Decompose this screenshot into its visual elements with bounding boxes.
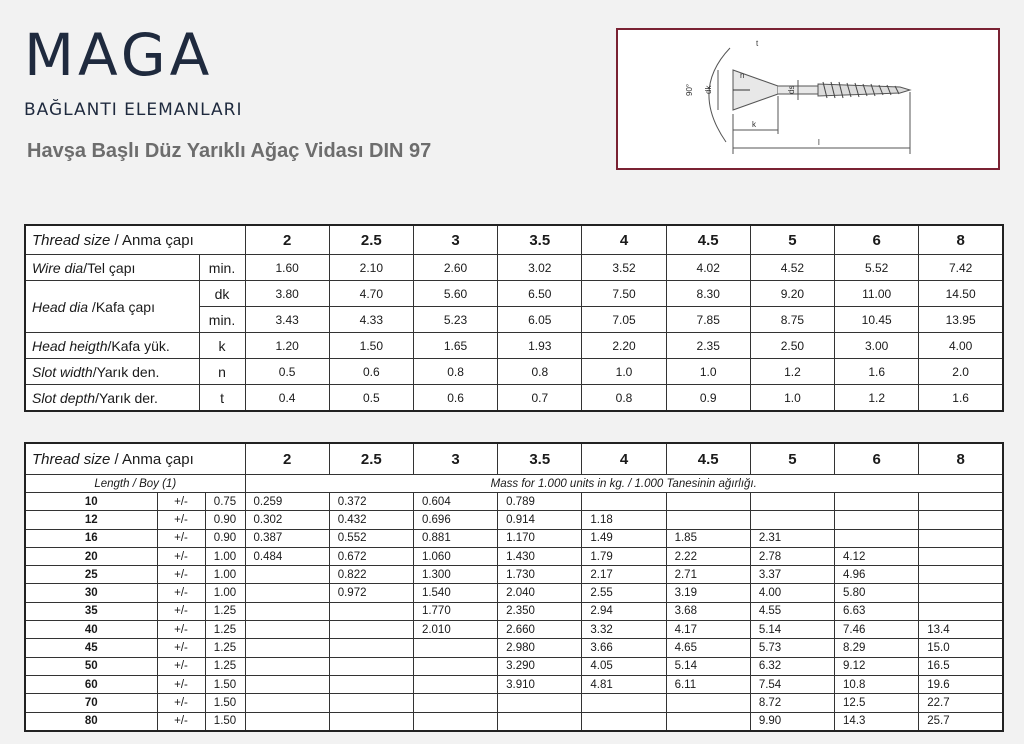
value-cell: 10.45 <box>835 307 919 333</box>
thread-size-label-tr: / Anma çapı <box>110 231 194 249</box>
dimensions-table <box>24 224 1004 412</box>
angle-label: 90° <box>685 83 694 96</box>
plus-minus-cell: +/- <box>157 621 205 639</box>
tolerance-cell: 1.25 <box>205 621 245 639</box>
tolerance-cell: 1.25 <box>205 657 245 675</box>
mass-cell <box>919 529 1003 547</box>
mass-cell <box>413 657 497 675</box>
row-label <box>25 333 199 359</box>
row-label-en: Wire dia <box>32 259 84 276</box>
mass-cell: 1.730 <box>498 566 582 584</box>
size-header: 6 <box>835 443 919 475</box>
screw-diagram <box>616 28 1000 170</box>
mass-cell: 7.46 <box>835 621 919 639</box>
mass-cell <box>582 694 666 712</box>
value-cell: 7.50 <box>582 281 666 307</box>
row-symbol: k <box>199 333 245 359</box>
value-cell: 14.50 <box>919 281 1003 307</box>
length-cell: 60 <box>25 675 157 693</box>
value-cell: 0.4 <box>245 385 329 412</box>
row-symbol: t <box>199 385 245 412</box>
size-header: 8 <box>919 443 1003 475</box>
table-row <box>25 602 1003 620</box>
mass-cell: 7.54 <box>750 675 834 693</box>
row-symbol: dk <box>199 281 245 307</box>
mass-cell: 0.552 <box>329 529 413 547</box>
mass-cell <box>329 712 413 731</box>
table-row <box>25 333 1003 359</box>
mass-cell <box>329 621 413 639</box>
thread-size-header <box>25 443 245 475</box>
row-label-en: Slot width <box>32 363 93 380</box>
mass-cell: 4.05 <box>582 657 666 675</box>
mass-cell: 5.80 <box>835 584 919 602</box>
mass-cell: 3.32 <box>582 621 666 639</box>
mass-cell <box>666 694 750 712</box>
thread-size-label-en: Thread size <box>32 450 111 468</box>
mass-cell <box>750 511 834 529</box>
table-row <box>25 584 1003 602</box>
angle-arc <box>709 48 730 142</box>
mass-cell: 19.6 <box>919 675 1003 693</box>
value-cell: 8.75 <box>750 307 834 333</box>
tolerance-cell: 1.50 <box>205 675 245 693</box>
mass-cell: 1.300 <box>413 566 497 584</box>
size-header: 8 <box>919 225 1003 255</box>
value-cell: 9.20 <box>750 281 834 307</box>
table-row <box>25 529 1003 547</box>
mass-cell: 10.8 <box>835 675 919 693</box>
mass-cell <box>919 511 1003 529</box>
row-label-tr: /Tel çapı <box>83 259 136 276</box>
mass-cell: 2.17 <box>582 566 666 584</box>
mass-cell: 1.49 <box>582 529 666 547</box>
mass-cell <box>329 657 413 675</box>
mass-cell: 0.259 <box>245 493 329 511</box>
mass-cell <box>245 657 329 675</box>
mass-cell: 8.29 <box>835 639 919 657</box>
value-cell: 7.85 <box>666 307 750 333</box>
mass-cell <box>413 639 497 657</box>
length-header: Length / Boy (1) <box>25 475 245 493</box>
size-header: 2 <box>245 443 329 475</box>
value-cell: 1.6 <box>919 385 1003 412</box>
row-label <box>25 359 199 385</box>
length-cell: 40 <box>25 621 157 639</box>
brand-logo: MAGA <box>24 21 214 89</box>
mass-cell <box>329 694 413 712</box>
table-row <box>25 566 1003 584</box>
mass-cell: 0.914 <box>498 511 582 529</box>
mass-cell: 3.910 <box>498 675 582 693</box>
size-header: 3 <box>413 225 497 255</box>
dk-label: dk <box>704 85 713 94</box>
row-symbol: min. <box>199 255 245 281</box>
row-label <box>25 385 199 412</box>
mass-cell: 5.14 <box>666 657 750 675</box>
tolerance-cell: 0.75 <box>205 493 245 511</box>
table-row <box>25 639 1003 657</box>
row-label-tr: /Kafa çapı <box>88 298 155 315</box>
table-row <box>25 694 1003 712</box>
mass-cell: 1.79 <box>582 547 666 565</box>
tolerance-cell: 1.50 <box>205 694 245 712</box>
mass-cell <box>582 493 666 511</box>
mass-cell: 3.68 <box>666 602 750 620</box>
page-title: Havşa Başlı Düz Yarıklı Ağaç Vidası DIN 97 <box>27 140 432 162</box>
value-cell: 4.00 <box>919 333 1003 359</box>
value-cell: 0.8 <box>582 385 666 412</box>
mass-cell: 1.170 <box>498 529 582 547</box>
tolerance-cell: 0.90 <box>205 529 245 547</box>
mass-cell: 9.90 <box>750 712 834 731</box>
t-label: t <box>756 39 759 48</box>
mass-cell: 2.78 <box>750 547 834 565</box>
mass-cell <box>919 547 1003 565</box>
table-row <box>25 255 1003 281</box>
mass-cell <box>835 529 919 547</box>
value-cell: 0.5 <box>245 359 329 385</box>
mass-cell: 2.31 <box>750 529 834 547</box>
mass-cell: 2.660 <box>498 621 582 639</box>
value-cell: 5.23 <box>413 307 497 333</box>
mass-cell: 6.63 <box>835 602 919 620</box>
length-cell: 70 <box>25 694 157 712</box>
value-cell: 2.20 <box>582 333 666 359</box>
mass-cell: 2.71 <box>666 566 750 584</box>
value-cell: 7.42 <box>919 255 1003 281</box>
row-label-en: Slot depth <box>32 389 96 406</box>
plus-minus-cell: +/- <box>157 566 205 584</box>
mass-cell: 1.85 <box>666 529 750 547</box>
tolerance-cell: 0.90 <box>205 511 245 529</box>
mass-cell: 3.290 <box>498 657 582 675</box>
mass-cell: 3.37 <box>750 566 834 584</box>
value-cell: 2.0 <box>919 359 1003 385</box>
plus-minus-cell: +/- <box>157 529 205 547</box>
tolerance-cell: 1.25 <box>205 639 245 657</box>
mass-cell: 2.350 <box>498 602 582 620</box>
tolerance-cell: 1.25 <box>205 602 245 620</box>
value-cell: 1.60 <box>245 255 329 281</box>
mass-cell <box>919 602 1003 620</box>
mass-cell: 16.5 <box>919 657 1003 675</box>
row-label-tr: /Yarık den. <box>92 363 160 380</box>
mass-cell: 8.72 <box>750 694 834 712</box>
mass-cell: 0.484 <box>245 547 329 565</box>
length-cell: 50 <box>25 657 157 675</box>
size-header: 6 <box>835 225 919 255</box>
tolerance-cell: 1.00 <box>205 566 245 584</box>
mass-cell <box>329 639 413 657</box>
ds-label: ds <box>787 85 796 94</box>
value-cell: 0.5 <box>329 385 413 412</box>
mass-cell: 0.604 <box>413 493 497 511</box>
value-cell: 5.60 <box>413 281 497 307</box>
mass-cell: 4.81 <box>582 675 666 693</box>
row-symbol: n <box>199 359 245 385</box>
mass-cell: 4.96 <box>835 566 919 584</box>
value-cell: 6.05 <box>498 307 582 333</box>
table-row <box>25 621 1003 639</box>
mass-cell: 4.55 <box>750 602 834 620</box>
plus-minus-cell: +/- <box>157 493 205 511</box>
mass-cell: 4.12 <box>835 547 919 565</box>
k-label: k <box>752 120 756 129</box>
value-cell: 1.93 <box>498 333 582 359</box>
mass-cell: 2.22 <box>666 547 750 565</box>
length-cell: 30 <box>25 584 157 602</box>
l-label: l <box>818 138 820 147</box>
mass-cell: 1.770 <box>413 602 497 620</box>
plus-minus-cell: +/- <box>157 584 205 602</box>
value-cell: 1.50 <box>329 333 413 359</box>
mass-cell: 22.7 <box>919 694 1003 712</box>
row-label-tr: /Kafa yük. <box>107 337 170 354</box>
value-cell: 1.0 <box>666 359 750 385</box>
value-cell: 4.33 <box>329 307 413 333</box>
value-cell: 3.02 <box>498 255 582 281</box>
row-label-en: Head dia <box>32 298 89 315</box>
mass-cell: 1.430 <box>498 547 582 565</box>
table-row <box>25 547 1003 565</box>
table-row <box>25 675 1003 693</box>
value-cell: 1.2 <box>835 385 919 412</box>
value-cell: 3.43 <box>245 307 329 333</box>
mass-cell <box>835 511 919 529</box>
length-cell: 16 <box>25 529 157 547</box>
plus-minus-cell: +/- <box>157 675 205 693</box>
thread-size-header <box>25 225 245 255</box>
size-header: 5 <box>750 443 834 475</box>
screw-drawing <box>618 30 998 168</box>
mass-cell: 2.010 <box>413 621 497 639</box>
mass-cell: 0.672 <box>329 547 413 565</box>
table-header-row <box>25 225 1003 255</box>
mass-cell <box>245 712 329 731</box>
mass-cell: 3.19 <box>666 584 750 602</box>
mass-cell <box>919 493 1003 511</box>
table-header-row <box>25 443 1003 475</box>
mass-cell <box>245 639 329 657</box>
mass-cell <box>245 584 329 602</box>
mass-cell: 2.94 <box>582 602 666 620</box>
mass-cell <box>750 493 834 511</box>
value-cell: 1.2 <box>750 359 834 385</box>
size-header: 4.5 <box>666 225 750 255</box>
table-row <box>25 657 1003 675</box>
mass-cell: 0.789 <box>498 493 582 511</box>
tolerance-cell: 1.50 <box>205 712 245 731</box>
mass-cell <box>582 712 666 731</box>
value-cell: 5.52 <box>835 255 919 281</box>
mass-cell: 5.14 <box>750 621 834 639</box>
value-cell: 1.0 <box>750 385 834 412</box>
value-cell: 0.6 <box>329 359 413 385</box>
mass-cell: 0.387 <box>245 529 329 547</box>
table-subheader-row <box>25 475 1003 493</box>
mass-cell <box>666 511 750 529</box>
value-cell: 7.05 <box>582 307 666 333</box>
mass-cell <box>245 602 329 620</box>
mass-cell <box>245 566 329 584</box>
mass-cell: 0.302 <box>245 511 329 529</box>
size-header: 3.5 <box>498 225 582 255</box>
table-row <box>25 511 1003 529</box>
value-cell: 2.50 <box>750 333 834 359</box>
mass-cell <box>919 584 1003 602</box>
mass-cell <box>413 694 497 712</box>
mass-cell <box>329 602 413 620</box>
mass-cell <box>666 493 750 511</box>
mass-cell: 0.822 <box>329 566 413 584</box>
plus-minus-cell: +/- <box>157 602 205 620</box>
row-label-en: Head heigth <box>32 337 108 354</box>
thread-size-label-en: Thread size <box>32 231 111 249</box>
mass-cell: 1.18 <box>582 511 666 529</box>
mass-cell: 4.17 <box>666 621 750 639</box>
table-row <box>25 493 1003 511</box>
tolerance-cell: 1.00 <box>205 584 245 602</box>
table-row <box>25 281 1003 307</box>
value-cell: 4.70 <box>329 281 413 307</box>
mass-cell: 25.7 <box>919 712 1003 731</box>
length-cell: 20 <box>25 547 157 565</box>
value-cell: 1.20 <box>245 333 329 359</box>
length-cell: 25 <box>25 566 157 584</box>
mass-cell <box>666 712 750 731</box>
value-cell: 11.00 <box>835 281 919 307</box>
size-header: 2 <box>245 225 329 255</box>
mass-cell <box>835 493 919 511</box>
mass-cell: 9.12 <box>835 657 919 675</box>
mass-cell <box>498 712 582 731</box>
n-label: n <box>740 71 745 80</box>
mass-cell <box>245 621 329 639</box>
tolerance-cell: 1.00 <box>205 547 245 565</box>
value-cell: 4.52 <box>750 255 834 281</box>
mass-cell: 6.11 <box>666 675 750 693</box>
mass-cell <box>245 694 329 712</box>
length-cell: 80 <box>25 712 157 731</box>
mass-cell: 12.5 <box>835 694 919 712</box>
mass-cell <box>245 675 329 693</box>
length-cell: 45 <box>25 639 157 657</box>
mass-cell: 0.432 <box>329 511 413 529</box>
mass-cell: 4.65 <box>666 639 750 657</box>
value-cell: 3.80 <box>245 281 329 307</box>
table-row <box>25 385 1003 412</box>
mass-cell: 6.32 <box>750 657 834 675</box>
value-cell: 0.8 <box>413 359 497 385</box>
row-label <box>25 255 199 281</box>
mass-cell: 1.060 <box>413 547 497 565</box>
row-label-tr: /Yarık der. <box>95 389 158 406</box>
size-header: 2.5 <box>329 225 413 255</box>
mass-cell: 5.73 <box>750 639 834 657</box>
mass-cell: 2.55 <box>582 584 666 602</box>
value-cell: 0.8 <box>498 359 582 385</box>
plus-minus-cell: +/- <box>157 547 205 565</box>
value-cell: 8.30 <box>666 281 750 307</box>
row-symbol: min. <box>199 307 245 333</box>
value-cell: 0.6 <box>413 385 497 412</box>
plus-minus-cell: +/- <box>157 657 205 675</box>
length-cell: 10 <box>25 493 157 511</box>
value-cell: 1.0 <box>582 359 666 385</box>
length-cell: 12 <box>25 511 157 529</box>
value-cell: 1.6 <box>835 359 919 385</box>
value-cell: 13.95 <box>919 307 1003 333</box>
mass-cell <box>919 566 1003 584</box>
size-header: 4.5 <box>666 443 750 475</box>
value-cell: 2.60 <box>413 255 497 281</box>
mass-note: Mass for 1.000 units in kg. / 1.000 Tanesinin ağırlığı. <box>245 475 1003 493</box>
value-cell: 0.7 <box>498 385 582 412</box>
mass-cell <box>413 712 497 731</box>
mass-cell: 0.972 <box>329 584 413 602</box>
size-header: 4 <box>582 225 666 255</box>
mass-cell: 0.881 <box>413 529 497 547</box>
size-header: 2.5 <box>329 443 413 475</box>
mass-cell: 2.040 <box>498 584 582 602</box>
size-header: 5 <box>750 225 834 255</box>
mass-cell: 13.4 <box>919 621 1003 639</box>
mass-cell <box>498 694 582 712</box>
mass-table <box>24 442 1004 732</box>
mass-cell: 2.980 <box>498 639 582 657</box>
value-cell: 6.50 <box>498 281 582 307</box>
value-cell: 4.02 <box>666 255 750 281</box>
row-label <box>25 281 199 333</box>
plus-minus-cell: +/- <box>157 511 205 529</box>
table-row <box>25 359 1003 385</box>
table-row <box>25 712 1003 731</box>
mass-cell: 4.00 <box>750 584 834 602</box>
size-header: 3.5 <box>498 443 582 475</box>
mass-cell: 3.66 <box>582 639 666 657</box>
thread-size-label-tr: / Anma çapı <box>110 450 194 468</box>
plus-minus-cell: +/- <box>157 712 205 731</box>
mass-cell: 14.3 <box>835 712 919 731</box>
size-header: 3 <box>413 443 497 475</box>
value-cell: 2.35 <box>666 333 750 359</box>
size-header: 4 <box>582 443 666 475</box>
value-cell: 1.65 <box>413 333 497 359</box>
mass-cell: 1.540 <box>413 584 497 602</box>
mass-cell: 0.372 <box>329 493 413 511</box>
plus-minus-cell: +/- <box>157 694 205 712</box>
value-cell: 3.52 <box>582 255 666 281</box>
mass-cell <box>413 675 497 693</box>
value-cell: 0.9 <box>666 385 750 412</box>
brand-subtitle: BAĞLANTI ELEMANLARI <box>24 100 243 120</box>
value-cell: 2.10 <box>329 255 413 281</box>
mass-cell: 0.696 <box>413 511 497 529</box>
length-cell: 35 <box>25 602 157 620</box>
plus-minus-cell: +/- <box>157 639 205 657</box>
mass-cell <box>329 675 413 693</box>
value-cell: 3.00 <box>835 333 919 359</box>
mass-cell: 15.0 <box>919 639 1003 657</box>
